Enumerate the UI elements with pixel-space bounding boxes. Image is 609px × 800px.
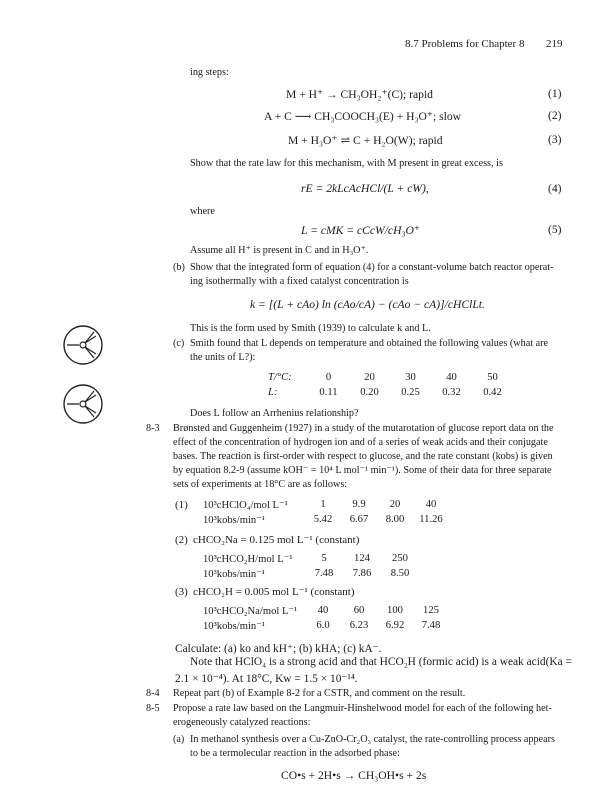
problem-8-5-line-1: Propose a rate law based on the Langmuir-Hinshelwood model for each of the following het- — [173, 703, 552, 714]
assume-text: Assume all H⁺ is present in C and in H₃O⁺. — [190, 245, 369, 256]
equation-5-number: (5) — [548, 223, 562, 236]
set-3-value: 6.0 — [316, 620, 330, 631]
problem-8-3-line-2: effect of the concentration of hydrogen ion and of a series of weak acids and their conjugate — [173, 437, 548, 448]
set-2-value: 7.86 — [352, 568, 372, 579]
set-2-condition: cHCO₂Na = 0.125 mol L⁻¹ (constant) — [193, 534, 360, 546]
set-3-value: 6.92 — [385, 620, 405, 631]
L-header: L: — [268, 387, 278, 398]
set-1-value: 1 — [320, 499, 326, 510]
set-1-value: 6.67 — [349, 514, 369, 525]
set-1-value: 40 — [425, 499, 437, 510]
calculate-text: Calculate: (a) ko and kH⁺; (b) kHA; (c) kA⁻. — [175, 643, 382, 655]
set-2-value: 250 — [392, 553, 408, 564]
intro-text: ing steps: — [190, 67, 229, 78]
problem-8-5-equation: CO•s + 2H•s → CH₃OH•s + 2s — [281, 769, 427, 782]
part-b-equation: k = [(L + cAo) ln (cAo/cA) − (cAo − cA)]/cHClLt. — [250, 298, 485, 311]
problem-8-3-number: 8-3 — [146, 423, 160, 434]
set-3-label: (3) — [175, 586, 188, 598]
equation-4: rE = 2kLcAcHCl/(L + cW), — [301, 182, 429, 195]
temperature-value: 30 — [405, 372, 416, 383]
set-2-value: 7.48 — [314, 568, 334, 579]
set-3-header-2: 10³kobs/min⁻¹ — [203, 621, 265, 632]
set-3-row-2 — [203, 620, 449, 632]
temperature-value: 50 — [487, 372, 498, 383]
set-2-label: (2) — [175, 534, 188, 546]
set-2-value: 8.50 — [390, 568, 410, 579]
set-1-value: 8.00 — [385, 514, 405, 525]
where-text: where — [190, 206, 215, 217]
L-value: 0.32 — [442, 387, 461, 398]
L-value: 0.20 — [360, 387, 379, 398]
part-b-after: This is the form used by Smith (1939) to calculate k and L. — [190, 323, 431, 334]
set-1-header-1: 10³cHClO₄/mol L⁻¹ — [203, 500, 288, 511]
note-line-2: 2.1 × 10⁻⁴). At 18°C, Kw = 1.5 × 10⁻¹⁴. — [175, 673, 358, 685]
margin-computer-icon — [61, 382, 105, 426]
set-3-value: 60 — [353, 605, 365, 616]
part-c-line-1: Smith found that L depends on temperature and obtained the following values (what are — [190, 338, 549, 349]
set-1-value: 5.42 — [313, 514, 333, 525]
set-3-header-1: 10³cHCO₂Na/mol L⁻¹ — [203, 606, 298, 617]
set-1-value: 20 — [389, 499, 401, 510]
problem-8-3-line-4: by equation 8.2-9 (assume kOH⁻ = 10⁴ L mol⁻¹ min⁻¹). Some of their data for three separate — [173, 465, 552, 476]
set-3-value: 7.48 — [421, 620, 441, 631]
margin-computer-icon — [61, 323, 105, 367]
temperature-header: T/°C: — [268, 372, 292, 383]
step-2-number: (2) — [548, 109, 562, 122]
equation-5: L = cMK = cCcW/cH₃O⁺ — [301, 224, 420, 237]
part-c-temperature-row — [268, 372, 513, 383]
step-1-number: (1) — [548, 87, 562, 100]
problem-8-3-line-3: bases. The reaction is first-order with respect to glucose, and the rate constant (kobs) is given — [173, 451, 553, 462]
temperature-value: 20 — [364, 372, 375, 383]
problem-8-5-line-2: erogeneously catalyzed reactions: — [173, 717, 311, 728]
set-1-row-2 — [203, 514, 449, 526]
problem-8-3-line-1: Brønsted and Guggenheim (1927) in a study of the mutarotation of glucose report data on the — [173, 423, 554, 434]
set-3-row-1 — [203, 605, 449, 617]
set-2-value: 124 — [354, 553, 370, 564]
set-2-header-2: 10³kobs/min⁻¹ — [203, 569, 265, 580]
problem-8-5-number: 8-5 — [146, 703, 160, 714]
show-text: Show that the rate law for this mechanism, with M present in great excess, is — [190, 158, 503, 169]
set-3-value: 40 — [317, 605, 329, 616]
part-c-L-row — [268, 387, 513, 398]
part-b-label: (b) — [173, 262, 185, 273]
set-3-value: 125 — [423, 605, 439, 616]
set-3-condition: cHCO₂H = 0.005 mol L⁻¹ (constant) — [193, 586, 355, 598]
set-2-header-1: 10³cHCO₂H/mol L⁻¹ — [203, 554, 293, 565]
problem-8-3-line-5: sets of experiments at 18°C are as follows: — [173, 479, 348, 490]
part-c-line-2: the units of L?): — [190, 352, 256, 363]
set-1-row-1 — [203, 499, 449, 511]
set-1-value: 9.9 — [352, 499, 366, 510]
problem-8-4-number: 8-4 — [146, 688, 160, 699]
part-b-line-2: ing isothermally with a fixed catalyst concentration is — [190, 276, 409, 287]
problem-8-5-a-label: (a) — [173, 734, 185, 745]
L-value: 0.11 — [319, 387, 338, 398]
set-2-row-1 — [203, 553, 419, 565]
step-3-number: (3) — [548, 133, 562, 146]
set-3-value: 100 — [387, 605, 403, 616]
temperature-value: 40 — [446, 372, 457, 383]
problem-8-5-a-line-1: In methanol synthesis over a Cu-ZnO-Cr₂O₃ catalyst, the rate-controlling process appears — [190, 734, 555, 745]
part-c-question: Does L follow an Arrhenius relationship? — [190, 408, 359, 419]
set-2-row-2 — [203, 568, 419, 580]
set-1-label: (1) — [175, 499, 188, 511]
part-c-label: (c) — [173, 338, 185, 349]
problem-8-5-a-line-2: to be a termolecular reaction in the adsorbed phase: — [190, 748, 400, 759]
temperature-value: 0 — [325, 372, 332, 383]
page-number: 219 — [546, 38, 563, 50]
set-1-value: 11.26 — [419, 514, 443, 525]
step-3-equation: M + H₃O⁺ ⇌ C + H₂O(W); rapid — [288, 134, 443, 147]
running-header: 8.7 Problems for Chapter 8 — [405, 38, 525, 50]
part-b-line-1: Show that the integrated form of equation (4) for a constant-volume batch reactor operat- — [190, 262, 554, 273]
set-3-value: 6.23 — [349, 620, 369, 631]
equation-4-number: (4) — [548, 182, 562, 195]
problem-8-4-text: Repeat part (b) of Example 8-2 for a CSTR, and comment on the result. — [173, 688, 466, 699]
note-line-1: Note that HClO₄ is a strong acid and that HCO₂H (formic acid) is a weak acid(Ka = — [190, 656, 572, 668]
L-value: 0.42 — [483, 387, 502, 398]
set-1-header-2: 10³kobs/min⁻¹ — [203, 515, 265, 526]
L-value: 0.25 — [401, 387, 420, 398]
set-2-value: 5 — [321, 553, 327, 564]
step-2-equation: A + C ⟶ CH₃COOCH₃(E) + H₃O⁺; slow — [264, 110, 462, 123]
step-1-equation: M + H⁺ → CH₃OH₂⁺(C); rapid — [286, 88, 433, 101]
